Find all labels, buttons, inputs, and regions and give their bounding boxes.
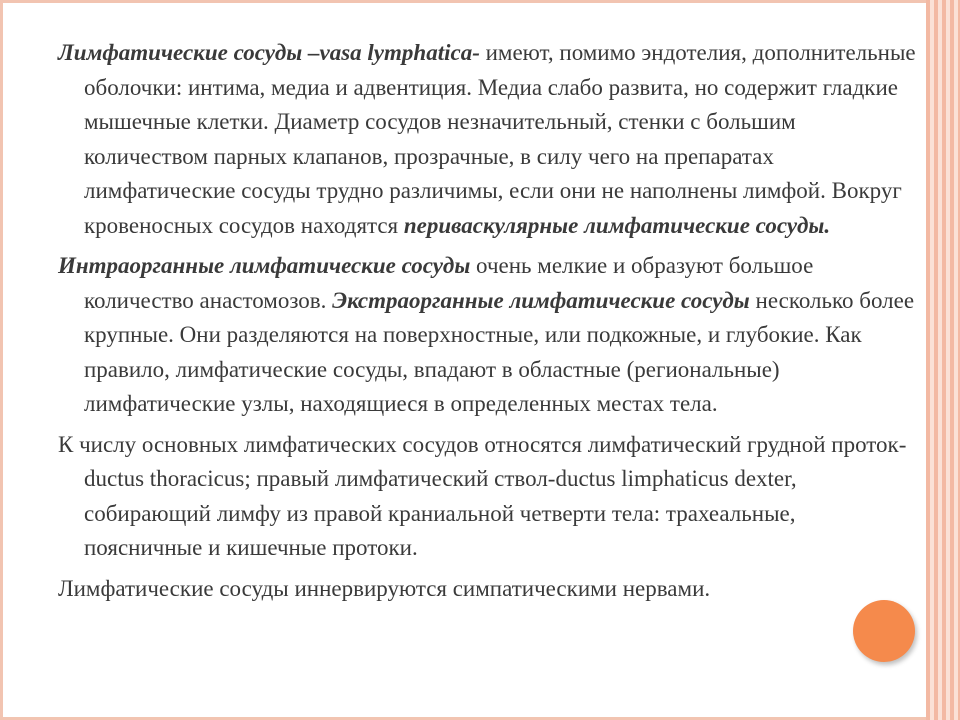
- paragraph-text: имеют, помимо эндотелия, дополнительные оболочки: интима, медиа и адвентиция. Медиа слабо развита, но содержит гладкие мышечные клетки. Диаметр сосудов незначительный, стенки с большим количеством парных клапанов, прозрачные, в силу чего на препаратах лимфатические сосуды трудно различимы, если они не наполнены лимфой. Вокруг кровеносных сосудов находятся: [84, 40, 916, 238]
- paragraph-text: К числу основных лимфатических сосудов относятся лимфатический грудной проток-ductus thoracicus; правый лимфатический ствол-ductus limphaticus dexter, собирающий лимфу из правой краниальной четверти тела: трахеальные, поясничные и кишечные протоки.: [58, 431, 907, 560]
- term-intraorgan: Интраорганные лимфатические сосуды: [58, 253, 471, 278]
- paragraph-text: очень мелкие и образуют большое количество анастомозов.: [84, 253, 814, 313]
- paragraph-vessel-structure: [58, 36, 918, 243]
- decorative-orange-circle: [853, 600, 915, 662]
- paragraph-innervation: [58, 572, 918, 607]
- paragraph-intraorgan: [58, 249, 918, 422]
- paragraph-text: Лимфатические сосуды иннервируются симпатическими нервами.: [58, 575, 711, 601]
- term-perivascular: периваскулярные лимфатические сосуды.: [403, 212, 831, 238]
- paragraph-text: несколько более крупные. Они разделяются на поверхностные, или подкожные, и глубокие. Как правило, лимфатические сосуды, впадают в областные (региональные) лимфатические узлы, находящиеся в определенных местах тела.: [84, 287, 915, 416]
- decorative-stripes: [926, 0, 960, 720]
- paragraph-main-vessels: [58, 428, 918, 566]
- term-vasa-lymphatica: Лимфатические сосуды –vasa lymphatica-: [58, 40, 480, 65]
- slide-text: [58, 36, 918, 612]
- term-extraorgan: Экстраорганные лимфатические сосуды: [332, 287, 750, 313]
